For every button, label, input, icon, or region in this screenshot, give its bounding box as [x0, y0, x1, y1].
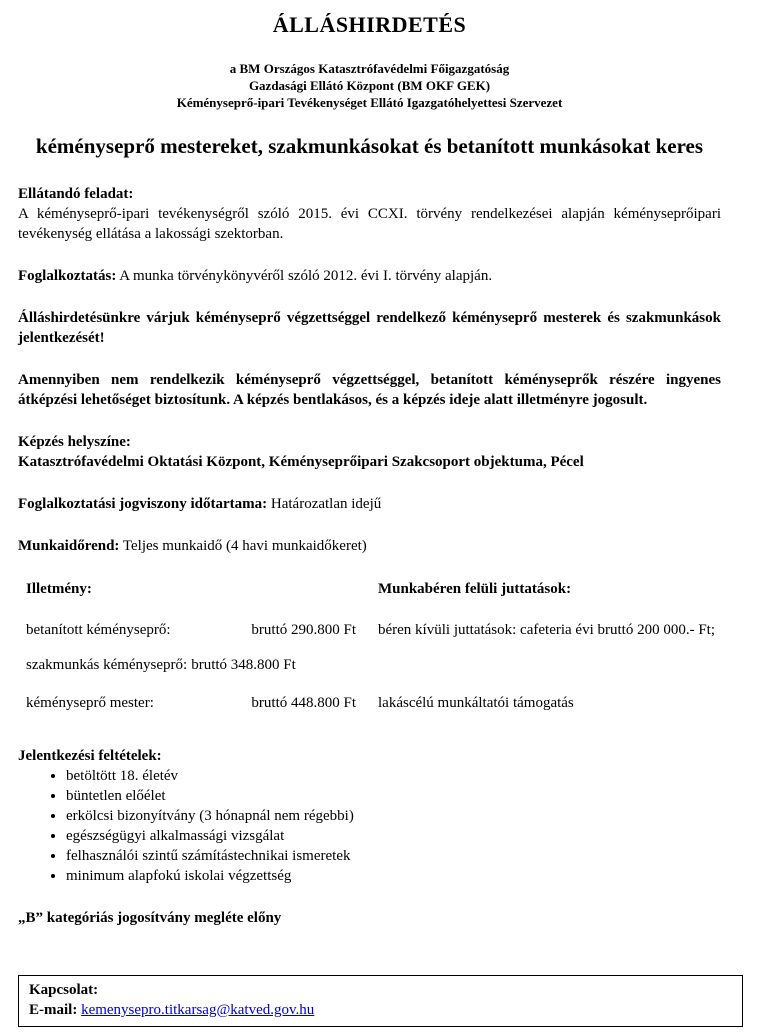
list-item: • betöltött 18. életév	[66, 766, 721, 786]
list-item: • egészségügyi alkalmassági vizsgálat	[66, 826, 721, 846]
email-link[interactable]: kemenysepro.titkarsag@katved.gov.hu	[81, 1002, 315, 1018]
list-item: • minimum alapfokú iskolai végzettség	[66, 866, 721, 886]
salary-amount: bruttó 448.800 Ft	[251, 695, 356, 711]
training-place-label: Képzés helyszíne:	[18, 434, 131, 450]
worktime-label: Munkaidőrend:	[18, 538, 120, 554]
list-item: • felhasználói szintű számítástechnikai ismeretek	[66, 846, 721, 866]
salary-table	[18, 579, 721, 713]
salary-role: szakmunkás kéményseprő:	[26, 657, 188, 673]
requirements-section	[18, 746, 721, 886]
salary-row-1	[26, 620, 378, 675]
org-line-3: Kéményseprő-ipari Tevékenységet Ellátó Igazgatóhelyettesi Szervezet	[176, 95, 563, 110]
contact-label: Kapcsolat:	[29, 982, 99, 998]
salary-row-3	[26, 693, 378, 713]
salary-amount: bruttó 348.800 Ft	[191, 657, 296, 673]
worktime-section	[18, 536, 721, 556]
requirements-label: Jelentkezési feltételek:	[18, 748, 162, 764]
salary-header: Illetmény:	[26, 581, 92, 597]
task-text: A kéményseprő-ipari tevékenységről szóló 2015. évi CCXI. törvény rendelkezései alapján kéményseprőipari tevékenység ellátása a lakossági szektorban.	[18, 206, 721, 242]
requirements-list	[18, 766, 721, 886]
duration-label: Foglalkoztatási jogviszony időtartama:	[18, 496, 268, 512]
employment-section	[18, 266, 721, 286]
list-item: • erkölcsi bizonyítvány (3 hónapnál nem régebbi)	[66, 806, 721, 826]
benefits-header: Munkabéren felüli juttatások:	[378, 581, 572, 597]
salary-row-2	[26, 655, 356, 675]
worktime-text: Teljes munkaidő (4 havi munkaidőkeret)	[119, 538, 367, 554]
salary-amount: bruttó 290.800 Ft	[251, 622, 356, 638]
email-label: E-mail:	[29, 1002, 78, 1018]
document-title: ÁLLÁSHIRDETÉS	[272, 12, 467, 37]
contact-box	[18, 975, 743, 1027]
advantage-text: „B” kategóriás jogosítvány megléte előny	[18, 910, 282, 926]
org-line-1: a BM Országos Katasztrófavédelmi Főigazgatóság	[229, 61, 510, 76]
task-label: Ellátandó feladat:	[18, 186, 134, 202]
benefit-item-1: béren kívüli juttatások: cafeteria évi bruttó 200 000.- Ft;	[378, 622, 715, 638]
training-place-text: Katasztrófavédelmi Oktatási Központ, Kéményseprőipari Szakcsoport objektuma, Pécel	[18, 454, 584, 470]
job-advertisement	[18, 0, 721, 928]
duration-section	[18, 494, 721, 514]
headline: kéményseprő mestereket, szakmunkásokat és betanított munkásokat keres	[35, 134, 704, 158]
benefit-item-2: lakáscélú munkáltatói támogatás	[378, 695, 574, 711]
org-line-2: Gazdasági Ellátó Központ (BM OKF GEK)	[248, 78, 491, 93]
salary-role: kéményseprő mester:	[26, 695, 154, 711]
list-item: • büntetlen előélet	[66, 786, 721, 806]
employment-label: Foglalkoztatás:	[18, 268, 117, 284]
training-place-section	[18, 432, 721, 472]
training-text: Amennyiben nem rendelkezik kéményseprő végzettséggel, betanított kéményseprők részére ingyenes átképzési lehetőséget biztosítunk. A képzés bentlakásos, és a képzés ideje alatt illetményre jogosult.	[18, 372, 721, 408]
employment-text: A munka törvénykönyvéről szóló 2012. évi I. törvény alapján.	[116, 268, 493, 284]
duration-text: Határozatlan idejű	[267, 496, 382, 512]
call-text: Álláshirdetésünkre várjuk kéményseprő végzettséggel rendelkező kéményseprő mesterek és szakmunkások jelentkezését!	[18, 310, 721, 346]
task-section	[18, 184, 721, 244]
salary-role: betanított kéményseprő:	[26, 622, 171, 638]
organization-block	[18, 60, 721, 111]
